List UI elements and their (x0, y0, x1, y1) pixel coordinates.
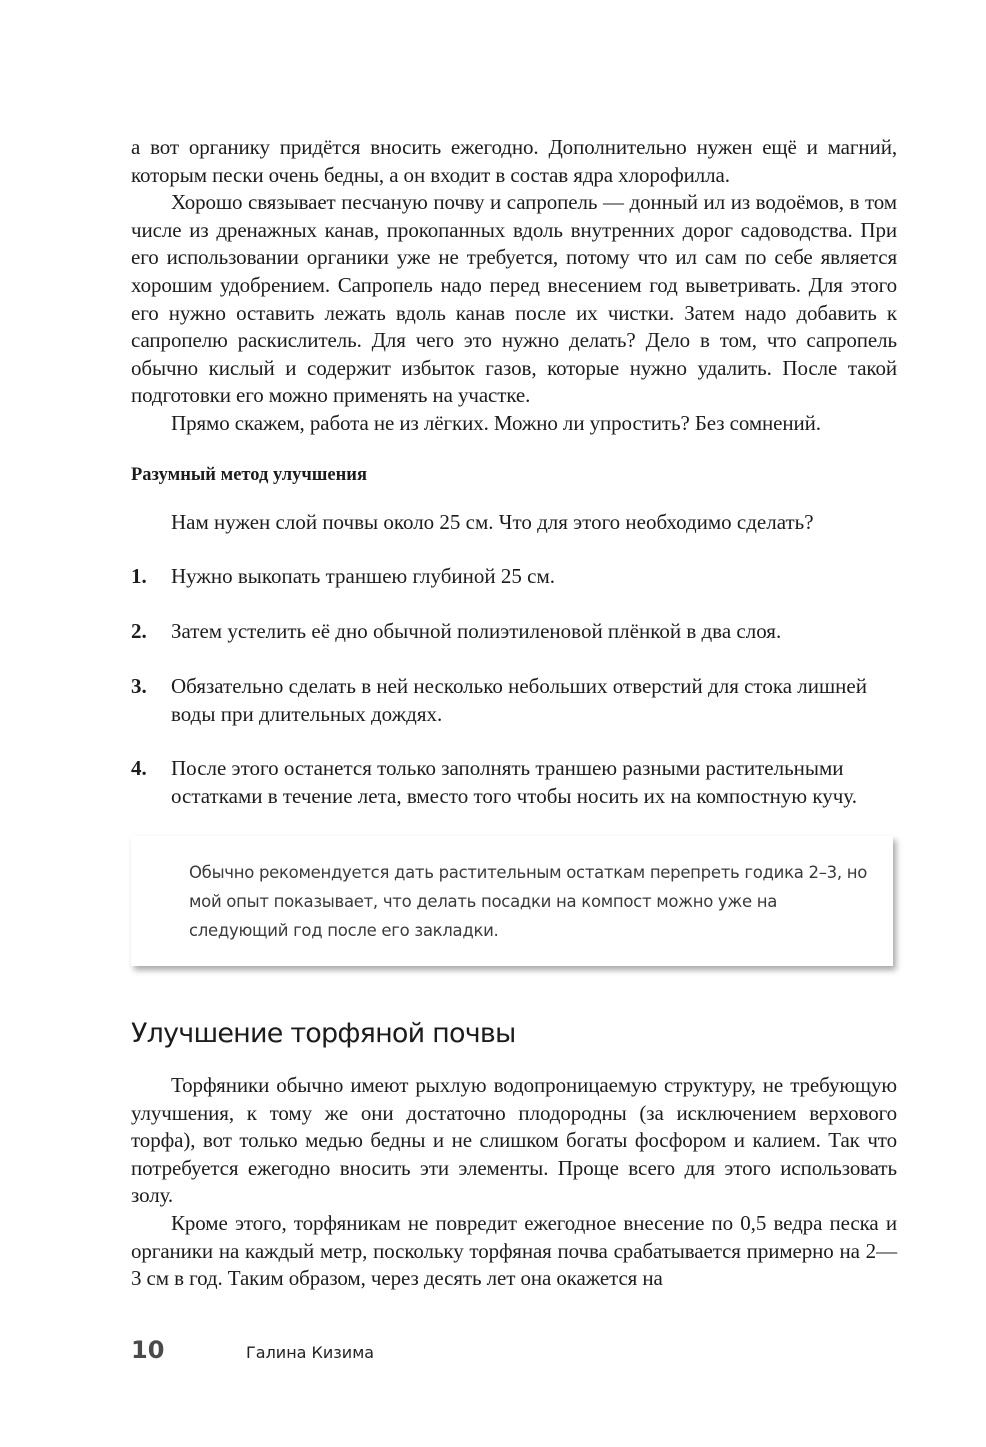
list-item (131, 563, 897, 591)
section-title: Улучшение торфяной почвы (131, 1018, 516, 1049)
callout-box (131, 836, 893, 966)
list-item (131, 673, 897, 728)
author-name: Галина Кизима (246, 1343, 375, 1362)
step-number: 4. (131, 756, 147, 780)
top-text-block (131, 134, 897, 438)
list-item (131, 618, 897, 646)
step-number: 3. (131, 674, 147, 698)
paragraph: Кроме этого, торфяникам не повредит ежегодное внесение по 0,5 ведра песка и органики на каждый метр, поскольку торфяная почва срабатывается примерно на 2—3 см в год. Таким образом, через десять лет она окажется на (131, 1210, 897, 1291)
paragraph: а вот органику придётся вносить ежегодно. Дополнительно нужен ещё и магний, которым пески очень бедны, а он входит в состав ядра хлорофилла. (131, 135, 897, 187)
step-text: Нужно выкопать траншею глубиной 25 см. (171, 564, 555, 588)
section-text-block (131, 1072, 897, 1293)
page-number: 10 (131, 1336, 165, 1364)
step-text: После этого останется только заполнять траншею разными растительными остатками в течение лета, вместо того чтобы носить их на компостную кучу. (171, 756, 857, 808)
subheading: Разумный метод улучшения (131, 465, 367, 485)
list-item (131, 755, 897, 810)
step-number: 2. (131, 619, 147, 643)
step-text: Затем устелить её дно обычной полиэтиленовой плёнкой в два слоя. (171, 619, 782, 643)
step-text: Обязательно сделать в ней несколько небольших отверстий для стока лишней воды при длительных дождях. (171, 674, 867, 726)
paragraph: Торфяники обычно имеют рыхлую водопроницаемую структуру, не требующую улучшения, к тому же они достаточно плодородны (за исключением верхового торфа), вот только медью бедны и не слишком богаты фосфором и калием. Так что потребуется ежегодно вносить эти элементы. Проще всего для этого использовать золу. (131, 1073, 897, 1208)
callout-text: Обычно рекомендуется дать растительным остаткам перепреть годика 2–3, но мой опыт показывает, что делать посадки на компост можно уже на следующий год после его закладки. (189, 863, 868, 940)
step-number: 1. (131, 564, 147, 588)
paragraph: Прямо скажем, работа не из лёгких. Можно ли упростить? Без сомнений. (171, 410, 821, 435)
intro-text: Нам нужен слой почвы около 25 см. Что для этого необходимо сделать? (171, 510, 814, 534)
paragraph: Хорошо связывает песчаную почву и сапропель — донный ил из водоёмов, в том числе из дренажных канав, прокопанных вдоль внутренних дорог садоводства. При его использовании органики уже не требуется, потому что ил сам по себе является хорошим удобрением. Сапропель надо перед внесением год выветривать. Для этого его нужно оставить лежать вдоль канав после их чистки. Затем надо добавить к сапропелю раскислитель. Для чего это нужно делать? Дело в том, что сапропель обычно кислый и содержит избыток газов, которые нужно удалить. После такой подготовки его можно применять на участке. (131, 190, 897, 408)
